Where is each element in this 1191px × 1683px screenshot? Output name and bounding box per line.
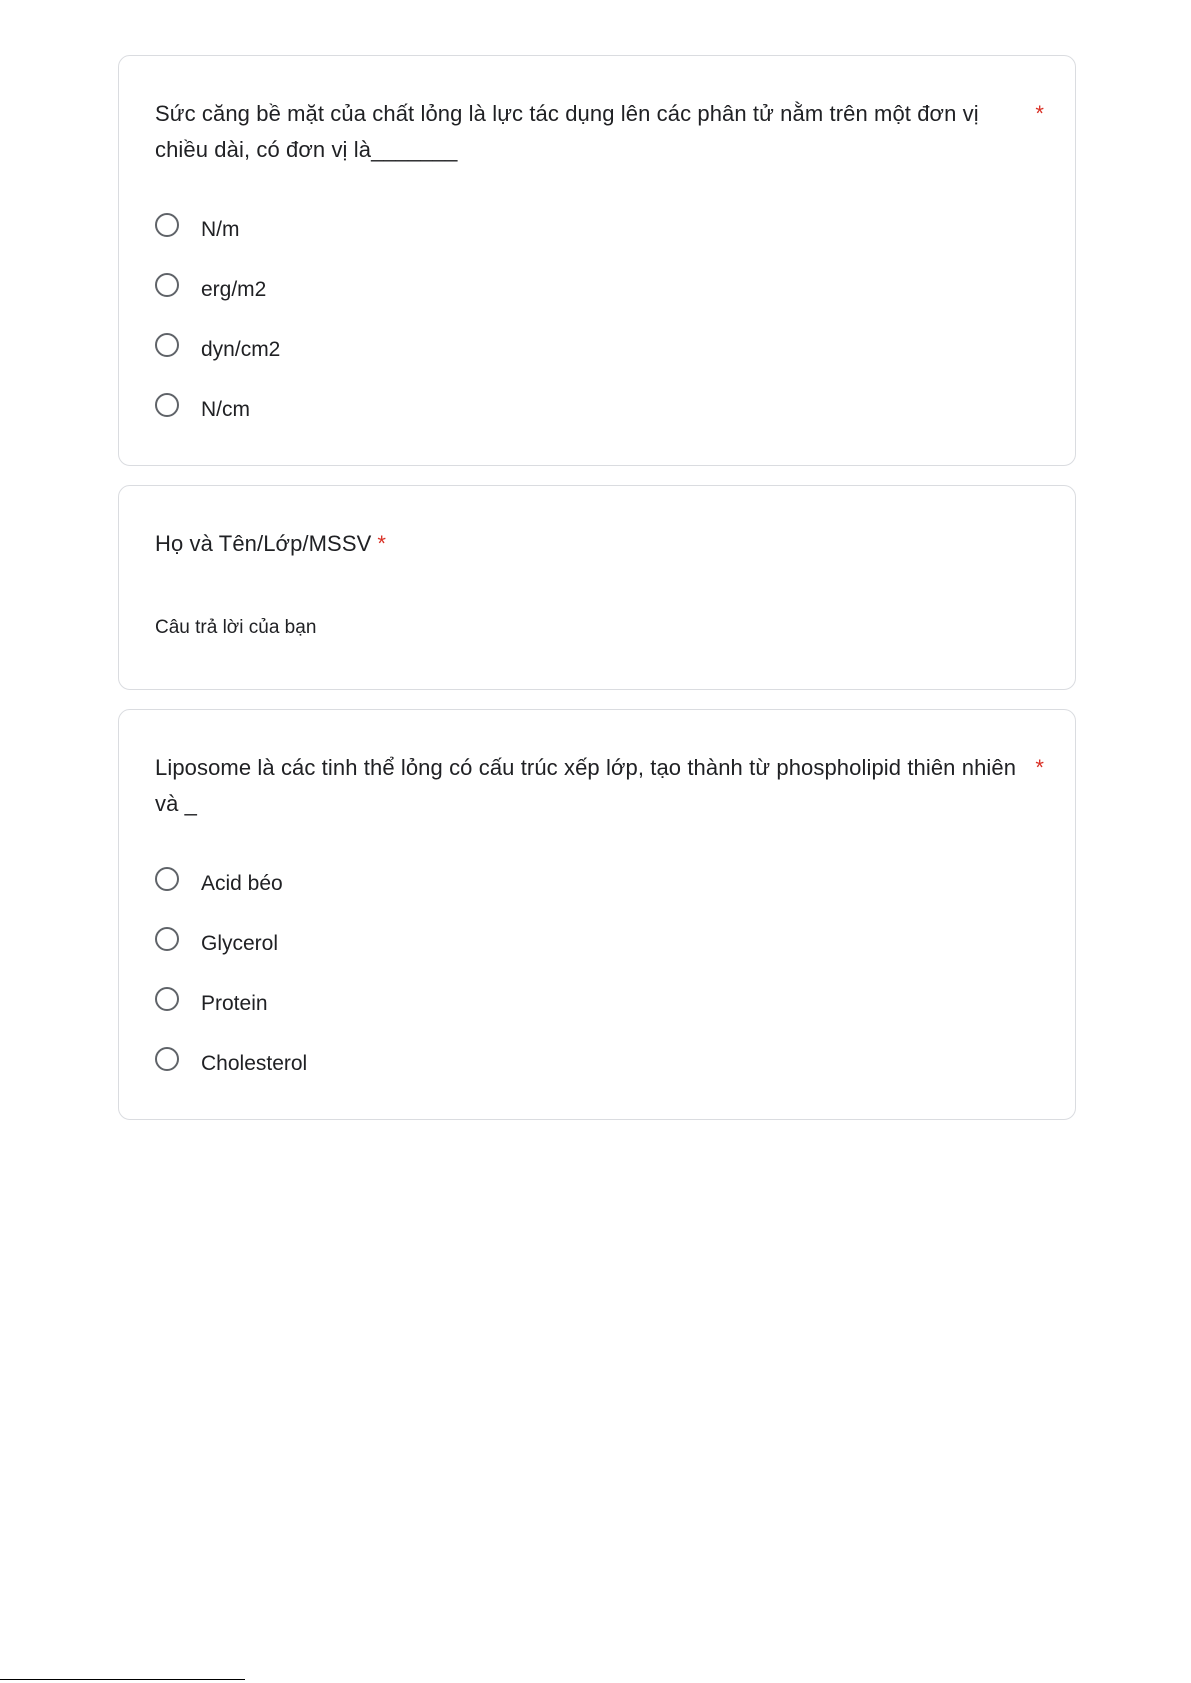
radio-unchecked-icon[interactable]	[155, 987, 179, 1011]
option-label[interactable]: Glycerol	[201, 932, 279, 955]
radio-unchecked-icon[interactable]	[155, 927, 179, 951]
radio-unchecked-icon[interactable]	[155, 1047, 179, 1071]
option-n-m[interactable]	[155, 198, 280, 258]
option-acid-beo[interactable]	[155, 852, 307, 912]
question-card-2	[118, 485, 1076, 690]
short-answer-input[interactable]	[155, 613, 605, 643]
radio-unchecked-icon[interactable]	[155, 333, 179, 357]
option-cholesterol[interactable]	[155, 1032, 307, 1092]
required-asterisk-icon: *	[1035, 755, 1044, 780]
option-label[interactable]: Acid béo	[201, 872, 283, 895]
option-glycerol[interactable]	[155, 912, 307, 972]
question-text: Liposome là các tinh thể lỏng có cấu trúc xếp lớp, tạo thành từ phospholipid thiên nhiên và _	[155, 755, 1017, 816]
option-n-cm[interactable]	[155, 378, 280, 438]
option-label[interactable]: erg/m2	[201, 278, 267, 301]
required-asterisk-icon: *	[1035, 101, 1044, 126]
option-label[interactable]: N/cm	[201, 398, 250, 421]
required-asterisk-icon: *	[377, 531, 387, 556]
radio-unchecked-icon[interactable]	[155, 393, 179, 417]
question-title	[155, 96, 1044, 168]
radio-unchecked-icon[interactable]	[155, 273, 179, 297]
option-label[interactable]: Cholesterol	[201, 1052, 308, 1075]
option-protein[interactable]	[155, 972, 307, 1032]
footer-divider	[0, 1679, 245, 1680]
question-title	[155, 526, 1035, 562]
option-label[interactable]: dyn/cm2	[201, 338, 281, 361]
radio-group	[155, 852, 307, 1092]
question-card-1	[118, 55, 1076, 466]
question-title	[155, 750, 1044, 822]
question-text: Sức căng bề mặt của chất lỏng là lực tác dụng lên các phân tử nằm trên một đơn vị chiều dài, có đơn vị là_______	[155, 101, 979, 162]
question-text: Họ và Tên/Lớp/MSSV	[155, 531, 372, 556]
option-erg-m2[interactable]	[155, 258, 280, 318]
radio-unchecked-icon[interactable]	[155, 213, 179, 237]
question-card-3	[118, 709, 1076, 1120]
option-label[interactable]: N/m	[201, 218, 240, 241]
option-label[interactable]: Protein	[201, 992, 268, 1015]
radio-group	[155, 198, 280, 438]
option-dyn-cm2[interactable]	[155, 318, 280, 378]
radio-unchecked-icon[interactable]	[155, 867, 179, 891]
